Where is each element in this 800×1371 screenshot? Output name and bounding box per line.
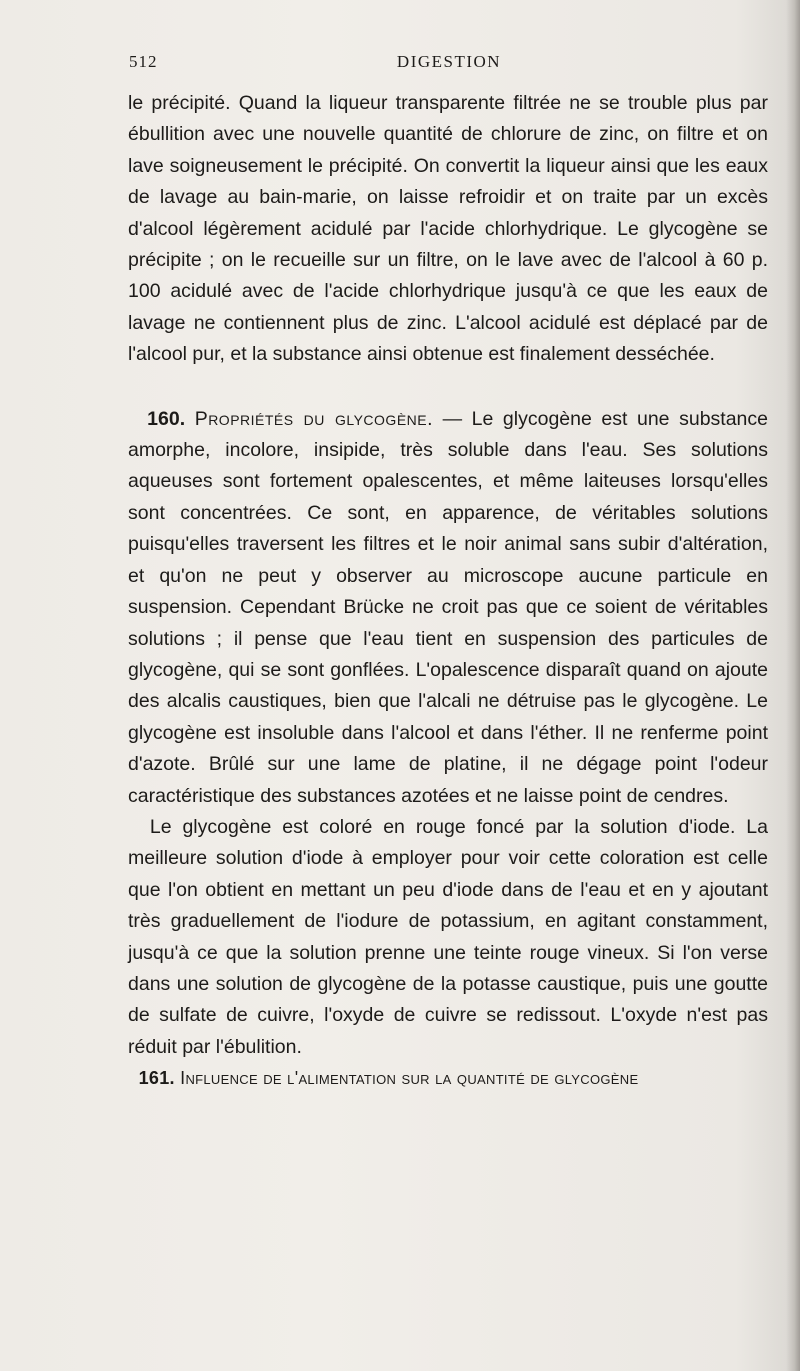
section-spacer xyxy=(128,371,768,404)
section-text-160: — Le glycogène est une substance amorphe, incolore, insipide, très soluble dans l'eau. Ses solutions aqueuses sont fortement opalescentes, et même laiteuses lorsqu'elles sont concentrées. Ce sont, en apparence, de véritables solutions puisqu'elles traversent les filtres et le noir animal sans subir d'altération, et qu'on ne peut y observer au microscope aucune particule en suspension. Cependant Brücke ne croit pas que ce soient de véritables solutions ; il pense que l'eau tient en suspension des particules de glycogène, qui se sont gonflées. L'opalescence disparaît quand on ajoute des alcalis caustiques, bien que l'alcali ne détruise pas le glycogène. Le glycogène est insoluble dans l'alcool et dans l'éther. Il ne renferme point d'azote. Brûlé sur une lame de platine, il ne dégage point l'odeur caractéristique des substances azotées et ne laisse point de cendres. xyxy=(128,407,768,807)
section-title-161: Influence de l'alimentation sur la quantité de glycogène xyxy=(180,1068,639,1089)
paragraph-iodine xyxy=(128,812,768,1063)
running-title: DIGESTION xyxy=(396,52,502,71)
section-161-heading xyxy=(128,1063,768,1094)
paragraph-iodine-text: Le glycogène est coloré en rouge foncé par la solution d'iode. La meilleure solution d'iode à employer pour voir cette coloration est celle que l'on obtient en mettant un peu d'iode dans de l'eau et en y ajoutant très graduellement de l'iodure de potassium, en agitant constamment, jusqu'à ce que la solution prenne une teinte rouge vineux. Si l'on verse dans une solution de glycogène de la potasse caustique, puis une goutte de sulfate de cuivre, l'oxyde de cuivre se redissout. L'oxyde n'est pas réduit par l'ébulition. xyxy=(128,815,768,1058)
section-160 xyxy=(128,404,768,812)
paragraph-continuation: le précipité. Quand la liqueur transparente filtrée ne se trouble plus par ébullition avec une nouvelle quantité de chlorure de zinc, on filtre et on lave soigneusement le précipité. On convertit la liqueur ainsi que les eaux de lavage au bain-marie, on laisse refroidir et on traite par un excès d'alcool légèrement acidulé par l'acide chlorhydrique. Le glycogène se précipite ; on le recueille sur un filtre, on le lave avec de l'alcool à 60 p. 100 acidulé avec de l'acide chlorhydrique jusqu'à ce que les eaux de lavage ne contiennent plus de zinc. L'alcool acidulé est déplacé par de l'alcool pur, et la substance ainsi obtenue est finalement desséchée. xyxy=(128,92,768,366)
section-number-161: 161. xyxy=(138,1068,175,1089)
page-edge-shadow xyxy=(786,0,800,1371)
page-header xyxy=(129,52,769,80)
section-number-160: 160. xyxy=(147,407,186,430)
page-body xyxy=(128,88,768,1095)
section-title-160: Propriétés du glycogène. xyxy=(194,407,434,430)
page-number: 512 xyxy=(129,52,158,71)
